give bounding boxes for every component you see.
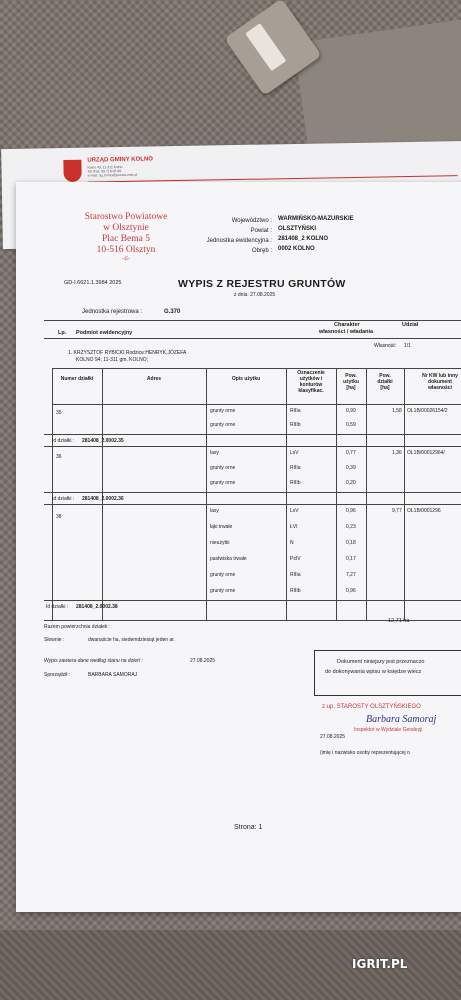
office-address: [87, 164, 177, 178]
use-description: pastwiska trwałe: [210, 556, 247, 562]
owner-name: 1. KRZYSZTOF RYBICKI Rodzice:HENRYK,JÓZEFA: [68, 350, 187, 356]
use-area: 7,27: [346, 572, 356, 578]
table-border: [102, 368, 103, 620]
signature-caption: (imię i nazwisko osoby reprezentującej o: [320, 750, 410, 756]
prepared-by-label: Sporządził :: [44, 672, 71, 678]
col-designation-line: klasyfikac.: [298, 388, 324, 394]
use-designation: PsIV: [290, 556, 301, 562]
use-description: grunty orne: [210, 465, 236, 471]
use-area: 0,17: [346, 556, 356, 562]
precinct-label: Obręb :: [251, 248, 272, 254]
use-description: nieużytki: [210, 540, 230, 546]
table-rule: [52, 404, 461, 405]
page-number: Strona: 1: [234, 824, 263, 831]
use-description: grunty orne: [210, 588, 236, 594]
use-area: 0,18: [346, 540, 356, 546]
case-signature: GD-I.6621.1.3984 2025: [64, 280, 122, 286]
prepared-by-name: BARBARA SAMORAJ: [88, 672, 138, 678]
use-area: 0,59: [346, 422, 356, 428]
parcel-area: 1,36: [392, 450, 402, 456]
issuer-line: -45-: [121, 257, 131, 262]
col-designation: [286, 370, 336, 394]
table-rule: [44, 600, 461, 601]
col-address: Adres: [146, 376, 162, 382]
col-use-area: [336, 373, 366, 391]
use-designation: RIIIa: [290, 572, 301, 578]
parcel-id-label: Id działki :: [52, 438, 75, 444]
use-designation: ŁVI: [290, 524, 298, 530]
inspector-title-stamp: Inspektor w Wydziale Geodezji: [354, 727, 423, 733]
table-border: [404, 368, 405, 620]
use-designation: LsV: [290, 450, 299, 456]
total-words-label: Słownie :: [44, 637, 65, 643]
use-designation: LsV: [290, 508, 299, 514]
parcel-id: 281408_2.0002.35: [82, 438, 124, 444]
use-area: 0,23: [346, 524, 356, 530]
col-use-area-line: [ha]: [346, 385, 356, 391]
inspector-signature: Barbara Samoraj: [366, 714, 437, 725]
unit-value: 281408_2 KOLNO: [278, 236, 329, 242]
table-rule: [44, 492, 461, 493]
divider: [44, 320, 461, 321]
use-description: grunty orne: [210, 572, 236, 578]
issuer-line: Plac Bema 5: [101, 234, 150, 244]
land-register-extract-page: [16, 182, 461, 912]
use-area: 0,77: [346, 450, 356, 456]
use-description: grunty orne: [210, 422, 236, 428]
watermark-logo: IGRIT.PL: [352, 957, 408, 971]
col-use-area-line: użytku: [343, 379, 359, 385]
use-area: 0,39: [346, 465, 356, 471]
use-description: grunty orne: [210, 480, 236, 486]
address-line: e-mail: ug_kolno@poczta.onet.pl: [87, 173, 138, 179]
unit-label: Jednostka ewidencyjna :: [206, 238, 272, 244]
total-area-label: Razem powierzchnia działek :: [44, 624, 111, 630]
register-unit-value: G.370: [164, 309, 181, 315]
pouch-tag: [245, 23, 286, 71]
table-rule: [44, 434, 461, 435]
parcel-number: 36: [56, 454, 62, 460]
use-designation: RIIIb: [290, 588, 301, 594]
col-use: Opis użytku: [231, 376, 261, 382]
use-designation: RIIIa: [290, 465, 301, 471]
use-description: grunty orne: [210, 408, 236, 414]
authorization-stamp: z up. STAROSTY OLSZTYŃSKIEGO: [322, 704, 421, 710]
table-border: [366, 368, 367, 620]
col-land-register-line: dokument: [428, 379, 452, 385]
use-area: 0,96: [346, 508, 356, 514]
address-line: Tel./Fax: 89 718 02 90: [87, 169, 122, 174]
table-border: [286, 368, 287, 620]
col-designation-line: Oznaczenie: [297, 370, 325, 376]
table-border: [336, 368, 337, 620]
col-parcel-area: [366, 373, 404, 391]
land-register-number: OL1B/00026154/2: [407, 408, 448, 414]
col-parcel-number: Numer działki: [60, 376, 94, 382]
use-description: lasy: [210, 508, 219, 514]
owner-address: KOLNO 94; 11-311 gm. KOLNO;: [76, 357, 149, 363]
col-parcel-area-line: [ha]: [380, 385, 390, 391]
address-line: Kolno 43, 11-311 Kolno: [87, 164, 123, 170]
use-description: lasy: [210, 450, 219, 456]
ownership-type: Własność: [374, 343, 396, 349]
notice-box: [314, 650, 461, 696]
voivodeship-label: Województwo :: [231, 218, 272, 224]
table-rule: [44, 504, 461, 505]
issuer-line: 10-516 Olsztyn: [96, 245, 156, 255]
use-area: 0,20: [346, 480, 356, 486]
owner-header-lp: Lp.: [58, 330, 67, 336]
ownership-share: 1/1: [404, 343, 411, 349]
parcel-number: 35: [56, 410, 62, 416]
col-designation-line: użytków i: [299, 376, 323, 382]
register-unit-label: Jednostka rejestrowa :: [82, 309, 143, 315]
issuer-line: Starostwo Powiatowe: [84, 212, 168, 222]
col-land-register-line: Nr KW lub inny: [422, 373, 458, 379]
coat-of-arms-icon: [63, 160, 81, 182]
table-rule: [52, 368, 461, 369]
parcel-id: 281408_2.0002.36: [82, 496, 124, 502]
county-value: OLSZTYŃSKI: [278, 226, 317, 232]
col-use-area-line: Pow.: [345, 373, 357, 379]
use-area: 0,96: [346, 588, 356, 594]
use-area: 0,99: [346, 408, 356, 414]
office-name: URZĄD GMINY KOLNO: [87, 156, 153, 164]
land-register-number: OL1B/00012964/: [407, 450, 445, 456]
notice-line: do dokonywania wpisu w księdze wiecz: [325, 669, 422, 675]
col-land-register-line: własności: [428, 385, 452, 391]
data-valid-label: Wypis zawiera dane według stanu na dzień :: [44, 658, 143, 664]
use-description: łąki trwałe: [210, 524, 233, 530]
parcel-area: 1,58: [392, 408, 402, 414]
document-title: WYPIS Z REJESTRU GRUNTÓW: [178, 278, 346, 290]
use-designation: RIIIb: [290, 422, 301, 428]
parcel-number: 38: [56, 514, 62, 520]
parcel-id-label: Id działki :: [46, 604, 69, 610]
total-words-value: dwanaście ha, siedemdziesiąt jeden ar.: [88, 637, 175, 643]
table-rule: [44, 446, 461, 447]
parcel-id: 281408_2.0002.38: [76, 604, 118, 610]
table-border: [206, 368, 207, 620]
owner-header-character: Charakter: [334, 322, 360, 328]
total-area-value: 12,71 ha: [388, 618, 410, 624]
parcel-id-label: Id działki :: [52, 496, 75, 502]
divider: [44, 338, 461, 339]
notice-line: Dokument niniejszy jest przeznaczo: [337, 659, 425, 665]
cloth-fold: [294, 18, 461, 162]
col-parcel-area-line: działki: [377, 379, 393, 385]
voivodeship-value: WARMIŃSKO-MAZURSKIE: [278, 216, 354, 222]
issuer-line: w Olsztynie: [103, 223, 149, 233]
use-designation: N: [290, 540, 294, 546]
col-parcel-area-line: Pow.: [379, 373, 391, 379]
parcel-area: 9,77: [392, 508, 402, 514]
col-land-register: [404, 373, 461, 391]
table-border: [52, 368, 53, 620]
use-designation: RIIIb: [290, 480, 301, 486]
county-label: Powiat :: [250, 228, 272, 234]
col-designation-line: konturów: [299, 382, 323, 388]
owner-header-subject: Podmiot ewidencyjny: [76, 330, 133, 336]
land-register-number: OL1B/0001296: [407, 508, 441, 514]
owner-header-character2: własności / władania: [319, 329, 374, 335]
owner-header-share: Udział: [402, 322, 419, 328]
signature-date: 27.08.2025: [320, 734, 346, 740]
precinct-value: 0002 KOLNO: [278, 246, 315, 252]
data-valid-date: 27.08.2025: [190, 658, 216, 664]
use-designation: RIIIa: [290, 408, 301, 414]
document-date: z dnia: 27.08.2025: [234, 292, 276, 298]
